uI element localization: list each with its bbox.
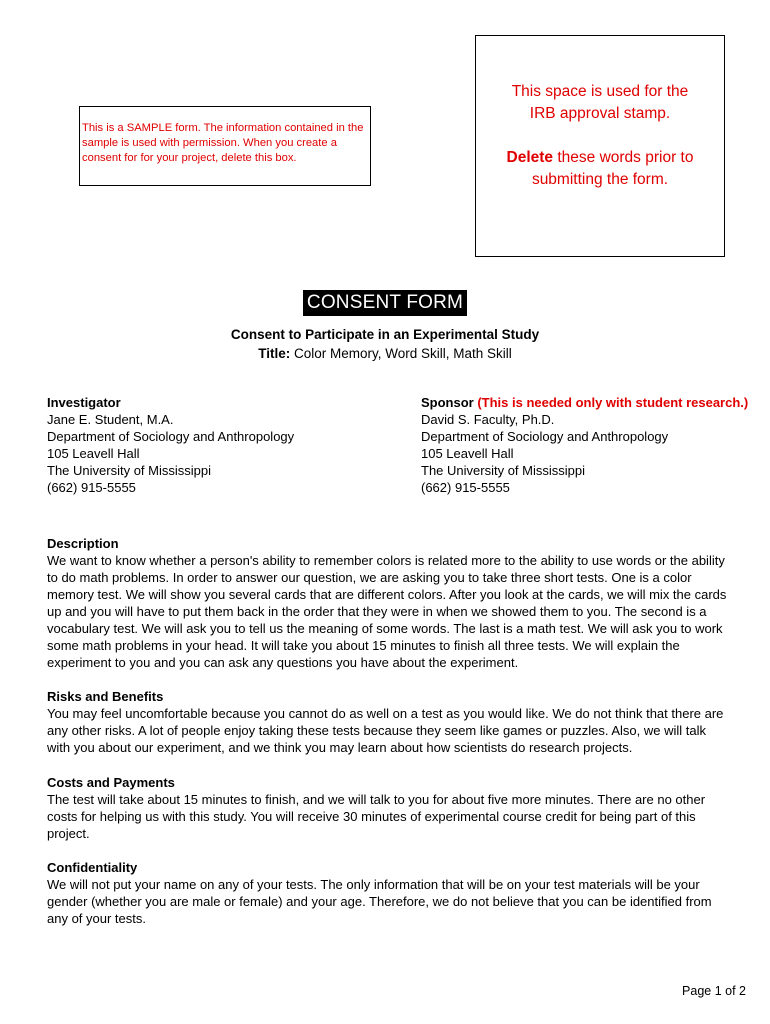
costs-title: Costs and Payments [47,775,175,790]
investigator-address: 105 Leavell Hall [47,446,140,461]
confidentiality-body: We will not put your name on any of your tests. The only information that will be on your test materials will be your gender (whether you are male or female) and your age. Therefore, we do not believe that you can be identified from any of your tests. [47,877,712,926]
investigator-university: The University of Mississippi [47,463,211,478]
irb-stamp-box [475,35,725,257]
irb-line-1: This space is used for the [511,83,689,100]
irb-line-3 [476,147,724,169]
sample-notice-text: This is a SAMPLE form. The information contained in the sample is used with permission. When you create a consent for for your project, delete this box. [82,122,364,164]
risks-body: You may feel uncomfortable because you cannot do as well on a test as you would like. We do not think that there are any other risks. A lot of people enjoy taking these tests because they seem like games or puzzles. Also, we will talk with you about our experiment, and we think you may learn about how scientists do research projects. [47,706,724,755]
risks-title: Risks and Benefits [47,689,164,704]
sponsor-name: David S. Faculty, Ph.D. [421,412,555,427]
sponsor-university: The University of Mississippi [421,463,585,478]
description-body: We want to know whether a person's ability to remember colors is related more to the ability to use words or the ability to do math problems. In order to answer our question, we are asking you to take three short tests. One is a color memory test. We will show you several cards that are different colors. After you look at the cards, we will mix the cards up and you will have to put them back in the order that they were in when we showed them to you. The second is a vocabulary test. We will ask you to tell us the meaning of some words. The last is a math test. We will ask you to work some math problems in your head. It will take you about 15 minutes to finish all three tests. We will explain the experiment to you and you can ask any questions you have about the experiment. [47,553,727,670]
form-title-wrapper [0,290,770,316]
sponsor-block [421,394,761,496]
irb-line-4: submitting the form. [531,171,669,188]
description-section [47,535,727,671]
sponsor-department: Department of Sociology and Anthropology [421,429,669,444]
investigator-name: Jane E. Student, M.A. [47,412,174,427]
study-title-value: Color Memory, Word Skill, Math Skill [290,346,512,361]
sponsor-address: 105 Leavell Hall [421,446,514,461]
study-title [0,345,770,363]
page-number: Page 1 of 2 [682,984,746,998]
sponsor-note: (This is needed only with student research.) [473,395,749,410]
irb-line-2: IRB approval stamp. [529,105,671,122]
costs-section [47,774,727,842]
irb-delete-word: Delete [506,149,554,166]
investigator-department: Department of Sociology and Anthropology [47,429,295,444]
risks-section [47,688,727,756]
form-subtitle: Consent to Participate in an Experimental Study [230,327,540,342]
investigator-block [47,394,397,496]
investigator-heading: Investigator [47,395,121,410]
description-title: Description [47,536,119,551]
costs-body: The test will take about 15 minutes to finish, and we will talk to you for about five more minutes. There are no other costs for helping us with this study. You will receive 30 minutes of experimental course credit for being part of this project. [47,792,706,841]
study-title-label: Title: [258,346,291,361]
investigator-phone: (662) 915-5555 [47,480,136,495]
confidentiality-section [47,859,727,927]
sponsor-phone: (662) 915-5555 [421,480,510,495]
confidentiality-title: Confidentiality [47,860,138,875]
sponsor-heading: Sponsor [421,395,474,410]
irb-line-3-rest: these words prior to [553,149,694,166]
sponsor-heading-row [421,394,761,411]
form-title: CONSENT FORM [303,290,467,316]
sample-notice-box [79,106,371,186]
